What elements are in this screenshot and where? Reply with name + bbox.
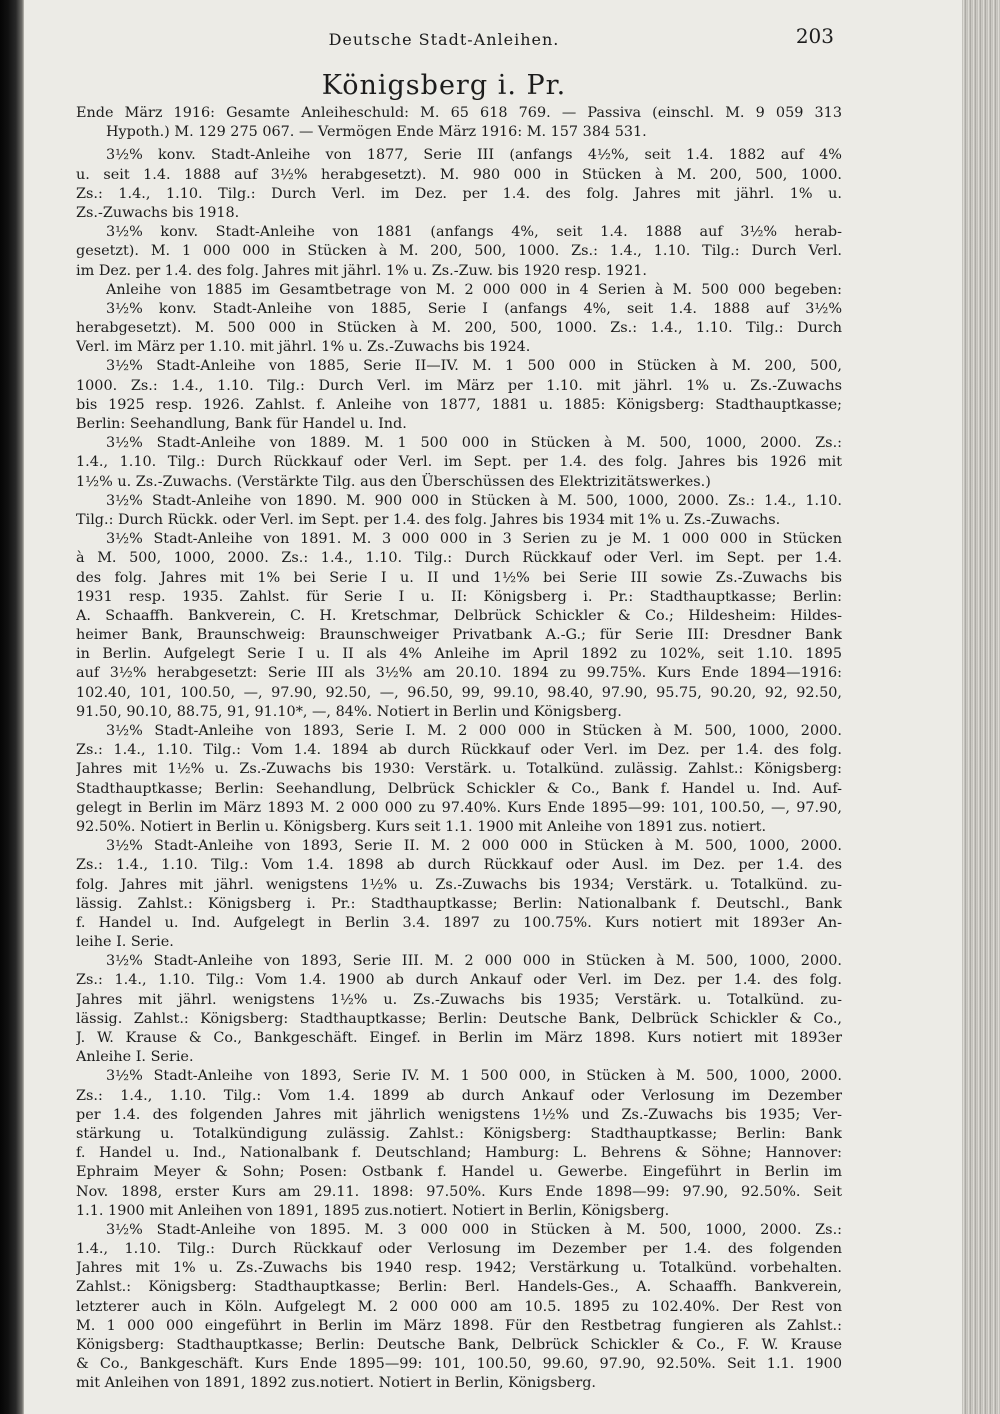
text-line: lässig. Zahlst.: Königsberg i. Pr.: Stadthauptkasse; Berlin: Nationalbank f. Deutschl., Bank <box>76 895 842 912</box>
text-line: Ende März 1916: Gesamte Anleiheschuld: M. 65 618 769. — Passiva (einschl. M. 9 059 313 <box>76 105 842 121</box>
text-line: Anleihe von 1885 im Gesamtbetrage von M. 2 000 000 in 4 Serien à M. 500 000 begeben: <box>106 281 842 298</box>
text-line: 3½% konv. Stadt-Anleihe von 1877, Serie III (anfangs 4½%, seit 1.4. 1882 auf 4% <box>106 147 842 164</box>
running-head <box>24 24 962 52</box>
text-line: heimer Bank, Braunschweig: Braunschweiger Privatbank A.-G.; für Serie III: Dresdner Bank <box>76 627 842 644</box>
text-line: J. W. Krause & Co., Bankgeschäft. Eingef. in Berlin im März 1898. Kurs notiert mit 1893er <box>76 1030 842 1046</box>
text-line: A. Schaaffh. Bankverein, C. H. Kretschmar, Delbrück Schickler & Co.; Hildesheim: Hildes- <box>76 607 842 624</box>
text-line: 3½% konv. Stadt-Anleihe von 1881 (anfangs 4%, seit 1.4. 1888 auf 3½% herab- <box>106 224 842 241</box>
text-line: Zs.: 1.4., 1.10. Tilg.: Vom 1.4. 1900 ab durch Ankauf oder Verl. im Dez. per 1.4. des folg. <box>76 972 842 989</box>
text-line: 1.4., 1.10. Tilg.: Durch Rückkauf oder Verlosung im Dezember per 1.4. des folgenden <box>76 1241 842 1258</box>
text-line: 3½% Stadt-Anleihe von 1890. M. 900 000 in Stücken à M. 500, 1000, 2000. Zs.: 1.4., 1.10. <box>106 492 842 509</box>
text-line: mit Anleihen von 1891, 1892 zus.notiert. Notiert in Berlin, Königsberg. <box>76 1375 596 1392</box>
text-line: bis 1925 resp. 1926. Zahlst. f. Anleihe von 1877, 1881 u. 1885: Königsberg: Stadthauptkasse; <box>76 396 842 413</box>
text-line: auf 3½% herabgesetzt: Serie III als 3½% am 20.10. 1894 zu 99.75%. Kurs Ende 1894—1916: <box>76 665 842 682</box>
text-line: gesetzt). M. 1 000 000 in Stücken à M. 200, 500, 1000. Zs.: 1.4., 1.10. Tilg.: Durch Verl. <box>76 243 842 260</box>
text-line: Jahres mit jährl. wenigstens 1½% u. Zs.-Zuwachs bis 1935; Verstärk. u. Totalkünd. zu- <box>76 991 842 1008</box>
page-edges <box>962 0 1000 1414</box>
text-line: u. seit 1.4. 1888 auf 3½% herabgesetzt). M. 980 000 in Stücken à M. 200, 500, 1000. <box>76 166 842 183</box>
text-line: 3½% Stadt-Anleihe von 1895. M. 3 000 000 in Stücken à M. 500, 1000, 2000. Zs.: <box>106 1221 842 1238</box>
text-line: 3½% Stadt-Anleihe von 1885, Serie II—IV. M. 1 500 000 in Stücken à M. 200, 500, <box>106 358 842 375</box>
book-page <box>24 0 962 1414</box>
text-line: Zs.: 1.4., 1.10. Tilg.: Vom 1.4. 1898 ab durch Rückkauf oder Ausl. im Dez. per 1.4. des <box>76 857 842 874</box>
text-line: 1.4., 1.10. Tilg.: Durch Rückkauf oder Verl. im Sept. per 1.4. des folg. Jahres bis 1926 mit <box>76 454 842 471</box>
text-line: f. Handel u. Ind. Aufgelegt in Berlin 3.4. 1897 zu 100.75%. Kurs notiert mit 1893er An- <box>76 914 842 931</box>
text-line: 3½% Stadt-Anleihe von 1893, Serie III. M. 2 000 000 in Stücken à M. 500, 1000, 2000. <box>106 953 842 970</box>
text-line: 1931 resp. 1935. Zahlst. für Serie I u. II: Königsberg i. Pr.: Stadthauptkasse; Berlin: <box>76 588 842 605</box>
text-line: Zs.: 1.4., 1.10. Tilg.: Durch Verl. im Dez. per 1.4. des folg. Jahres mit jährl. 1% u. <box>76 185 842 202</box>
text-line: 1.1. 1900 mit Anleihen von 1891, 1895 zus.notiert. Notiert in Berlin, Königsberg. <box>76 1202 670 1219</box>
text-line: im Dez. per 1.4. des folg. Jahres mit jährl. 1% u. Zs.-Zuw. bis 1920 resp. 1921. <box>76 262 647 279</box>
text-line: 3½% Stadt-Anleihe von 1891. M. 3 000 000 in 3 Serien zu je M. 1 000 000 in Stücken <box>106 531 842 548</box>
text-line: 3½% konv. Stadt-Anleihe von 1885, Serie I (anfangs 4%, seit 1.4. 1888 auf 3½% <box>106 300 842 317</box>
text-line: Zs.-Zuwachs bis 1918. <box>76 204 240 221</box>
text-line: in Berlin. Aufgelegt Serie I u. II als 4% Anleihe im April 1892 zu 102%, seit 1.10. 1895 <box>76 646 842 663</box>
text-line: leihe I. Serie. <box>76 934 174 951</box>
text-line: Jahres mit 1½% u. Zs.-Zuwachs bis 1930: Verstärk. u. Totalkünd. zulässig. Zahlst.: Königsberg: <box>76 761 842 778</box>
text-line: 102.40, 101, 100.50, —, 97.90, 92.50, —, 96.50, 99, 99.10, 98.40, 97.90, 95.75, 90.20, 92, 92.50, <box>76 684 842 701</box>
text-line: gelegt in Berlin im März 1893 M. 2 000 000 zu 97.40%. Kurs Ende 1895—99: 101, 100.50, —, 97.90, <box>76 799 842 816</box>
text-line: stärkung u. Totalkündigung zulässig. Zahlst.: Königsberg: Stadthauptkasse; Berlin: Bank <box>76 1125 842 1142</box>
page-number: 203 <box>795 24 834 48</box>
text-line: Stadthauptkasse; Berlin: Seehandlung, Delbrück Schickler & Co., Bank f. Handel u. Ind. Auf- <box>76 780 842 797</box>
body-text <box>76 104 842 1394</box>
text-line: Nov. 1898, erster Kurs am 29.11. 1898: 97.50%. Kurs Ende 1898—99: 97.90, 92.50%. Seit <box>76 1183 842 1200</box>
text-line: 91.50, 90.10, 88.75, 91, 91.10*, —, 84%. Notiert in Berlin und Königsberg. <box>76 703 622 720</box>
text-line: Königsberg: Stadthauptkasse; Berlin: Deutsche Bank, Delbrück Schickler & Co., F. W. Krause <box>76 1337 842 1353</box>
text-line: 3½% Stadt-Anleihe von 1889. M. 1 500 000 in Stücken à M. 500, 1000, 2000. Zs.: <box>106 435 842 452</box>
text-line: Jahres mit 1% u. Zs.-Zuwachs bis 1940 resp. 1942; Verstärkung u. Totalkünd. vorbehalten. <box>76 1260 842 1277</box>
text-line: Zahlst.: Königsberg: Stadthauptkasse; Berlin: Berl. Handels-Ges., A. Schaaffh. Bankverein, <box>76 1279 842 1296</box>
text-line: per 1.4. des folgenden Jahres mit jährlich wenigstens 1½% und Zs.-Zuwachs bis 1935; Ver- <box>76 1106 842 1123</box>
city-heading: Königsberg i. Pr. <box>321 70 567 101</box>
text-line: 1000. Zs.: 1.4., 1.10. Tilg.: Durch Verl. im März per 1.10. mit jährl. 1% u. Zs.-Zuwachs <box>76 377 842 394</box>
text-line: Tilg.: Durch Rückk. oder Verl. im Sept. per 1.4. des folg. Jahres bis 1934 mit 1% u. Zs.-Zuwachs. <box>76 511 781 528</box>
text-line: 1½% u. Zs.-Zuwachs. (Verstärkte Tilg. aus den Überschüssen des Elektrizitätswerkes.) <box>76 473 711 490</box>
text-line: Berlin: Seehandlung, Bank für Handel u. Ind. <box>76 416 407 432</box>
running-title: Deutsche Stadt-Anleihen. <box>328 30 560 49</box>
text-line: des folg. Jahres mit 1% bei Serie I u. II und 1½% bei Serie III sowie Zs.-Zuwachs bis <box>76 569 842 586</box>
text-line: 3½% Stadt-Anleihe von 1893, Serie II. M. 2 000 000 in Stücken à M. 500, 1000, 2000. <box>106 838 842 855</box>
text-line: & Co., Bankgeschäft. Kurs Ende 1895—99: 101, 100.50, 99.60, 97.90, 92.50%. Seit 1.1. 1900 <box>76 1356 842 1373</box>
text-line: Zs.: 1.4., 1.10. Tilg.: Vom 1.4. 1894 ab durch Rückkauf oder Verl. im Dez. per 1.4. des folg. <box>76 742 842 759</box>
text-line: f. Handel u. Ind., Nationalbank f. Deutschland; Hamburg: L. Behrens & Söhne; Hannover: <box>76 1145 842 1162</box>
text-line: herabgesetzt). M. 500 000 in Stücken à M. 200, 500, 1000. Zs.: 1.4., 1.10. Tilg.: Durch <box>76 320 842 337</box>
text-line: à M. 500, 1000, 2000. Zs.: 1.4., 1.10. Tilg.: Durch Rückkauf oder Verl. im Sept. per 1.4. <box>76 550 842 567</box>
text-line: letzterer auch in Köln. Aufgelegt M. 2 000 000 am 10.5. 1895 zu 102.40%. Der Rest von <box>76 1298 842 1315</box>
text-line: Anleihe I. Serie. <box>76 1049 194 1066</box>
text-line: Zs.: 1.4., 1.10. Tilg.: Vom 1.4. 1899 ab durch Ankauf oder Verlosung im Dezember <box>76 1087 842 1104</box>
text-line: lässig. Zahlst.: Königsberg: Stadthauptkasse; Berlin: Deutsche Bank, Delbrück Schickler & Co., <box>76 1010 842 1027</box>
text-line: M. 1 000 000 eingeführt in Berlin im März 1898. Für den Restbetrag fungieren als Zahlst.: <box>76 1317 842 1334</box>
text-line: Ephraim Meyer & Sohn; Posen: Ostbank f. Handel u. Gewerbe. Eingeführt in Berlin im <box>76 1164 842 1181</box>
text-line: 92.50%. Notiert in Berlin u. Königsberg. Kurs seit 1.1. 1900 mit Anleihe von 1891 zus. notiert. <box>76 818 767 835</box>
text-line: Verl. im März per 1.10. mit jährl. 1% u. Zs.-Zuwachs bis 1924. <box>76 339 531 356</box>
text-line: 3½% Stadt-Anleihe von 1893, Serie IV. M. 1 500 000, in Stücken à M. 500, 1000, 2000. <box>106 1068 842 1085</box>
text-line: folg. Jahres mit jährl. wenigstens 1½% u. Zs.-Zuwachs bis 1934; Verstärk. u. Totalkünd. zu- <box>76 876 842 893</box>
text-line: 3½% Stadt-Anleihe von 1893, Serie I. M. 2 000 000 in Stücken à M. 500, 1000, 2000. <box>106 723 842 739</box>
book-spine-shadow <box>0 0 24 1414</box>
text-line: Hypoth.) M. 129 275 067. — Vermögen Ende März 1916: M. 157 384 531. <box>106 124 647 141</box>
